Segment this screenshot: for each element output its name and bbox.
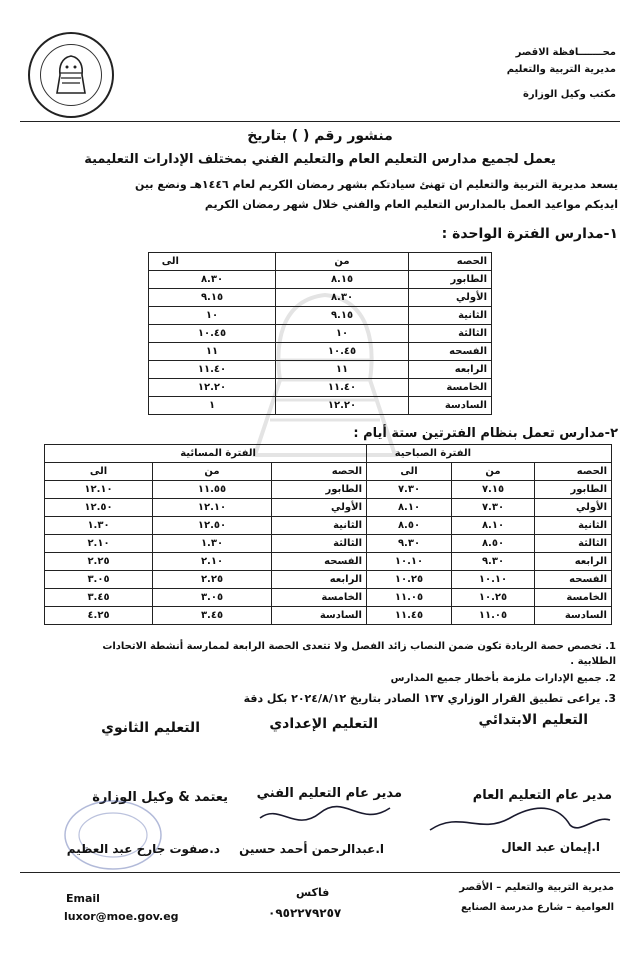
dept-primary: التعليم الابتدائي [478,712,588,728]
from-cell: ١.٣٠ [153,535,272,553]
period-cell: الثالثة [535,535,612,553]
double-shift-table [44,444,612,625]
to-cell: ١١.٤٥ [367,607,452,625]
period-cell: الطابور [272,481,367,499]
column-header: من [452,463,535,481]
period-cell: الفسحه [535,571,612,589]
footer-divider [20,872,620,873]
table-row [45,553,612,571]
office-name: مكتب وكيل الوزارة [523,89,616,100]
table-row [45,607,612,625]
to-cell: ٢.١٠ [45,535,153,553]
ministry-seal-icon [28,32,114,118]
period-cell: الرابعه [272,571,367,589]
memo-body-line-1: يسعد مديرية التربية والتعليم ان تهنئ سيادتكم بشهر رمضان الكريم لعام ١٤٤٦هـ ونضع بين [135,178,618,191]
to-cell: ١٢.١٠ [45,481,153,499]
to-cell: ١٠ [149,307,276,325]
dept-secondary: التعليم الثانوي [101,720,200,736]
table-row [149,289,492,307]
header-block [507,44,616,103]
to-cell: ١٠.٢٥ [367,571,452,589]
to-cell: ٤.٢٥ [45,607,153,625]
from-cell: ٨.٥٠ [452,535,535,553]
period-cell: الثالثة [409,325,492,343]
table-row [45,517,612,535]
to-cell: ١ [149,397,276,415]
from-cell: ٧.١٥ [452,481,535,499]
from-cell: ١٢.٥٠ [153,517,272,535]
to-cell: ١٠.٤٥ [149,325,276,343]
table-row [45,499,612,517]
table-row [149,361,492,379]
period-cell: الثانية [535,517,612,535]
period-cell: الأولي [409,289,492,307]
to-cell: ٨.٣٠ [149,271,276,289]
from-cell: ١٠.٢٥ [452,589,535,607]
morning-shift-label: الفترة الصباحية [367,445,612,463]
to-cell: ١١.٠٥ [367,589,452,607]
fax-label: فاكس [296,886,330,899]
period-cell: الطابور [409,271,492,289]
period-cell: السادسة [535,607,612,625]
footer-address-2: العوامية – شارع مدرسة الصنايع [460,902,614,913]
to-cell: ١١ [149,343,276,361]
table-row [149,325,492,343]
period-cell: الثانية [409,307,492,325]
from-cell: ١٢.١٠ [153,499,272,517]
to-cell: ٢.٢٥ [45,553,153,571]
from-cell: ٩.٣٠ [452,553,535,571]
technical-director-title: مدير عام التعليم الفني [256,786,402,801]
from-cell: ٢.١٠ [153,553,272,571]
table-header-row [149,253,492,271]
column-header: من [276,253,409,271]
dept-preparatory: التعليم الإعدادي [269,716,378,732]
footer-address-1: مديرية التربية والتعليم – الأقصر [459,882,614,893]
to-cell: ٣.٠٥ [45,571,153,589]
note-1-cont: الطلابية . [570,656,616,667]
table-row [149,307,492,325]
section1-heading: ١-مدارس الفترة الواحدة : [441,226,618,242]
general-director-title: مدير عام التعليم العام [472,788,612,803]
memo-recipients: يعمل لجميع مدارس التعليم العام والتعليم الفني بمختلف الإدارات التعليمية [84,152,556,167]
to-cell: ١.٣٠ [45,517,153,535]
column-header: الحصه [272,463,367,481]
column-header: الى [45,463,153,481]
deputy-name: د.صفوت جارح عبد العظيم [66,842,220,856]
table-row [149,397,492,415]
from-cell: ١٠.٤٥ [276,343,409,361]
from-cell: ١٠.١٠ [452,571,535,589]
deputy-title: يعتمد & وكيل الوزارة [92,790,228,805]
from-cell: ٧.٣٠ [452,499,535,517]
from-cell: ١١.٤٠ [276,379,409,397]
to-cell: ٣.٤٥ [45,589,153,607]
to-cell: ٩.١٥ [149,289,276,307]
from-cell: ٢.٢٥ [153,571,272,589]
note-2: 2. جميع الإدارات ملزمة بأخطار جميع المدارس [390,673,616,684]
period-cell: الفسحه [409,343,492,361]
to-cell: ٧.٣٠ [367,481,452,499]
section2-heading: ٢-مدارس تعمل بنظام الفترتين ستة أيام : [353,426,618,441]
evening-shift-label: الفترة المسائية [45,445,367,463]
to-cell: ١١.٤٠ [149,361,276,379]
table-header-row [45,463,612,481]
header-divider [20,121,620,122]
column-header: الى [367,463,452,481]
from-cell: ٨.١٠ [452,517,535,535]
table-row [149,343,492,361]
table-row [45,481,612,499]
signature-technical-icon [250,798,400,838]
shift-header-row [45,445,612,463]
fax-number: ٠٩٥٢٢٧٩٢٥٧ [268,906,342,920]
period-cell: الرابعه [409,361,492,379]
to-cell: ٩.٣٠ [367,535,452,553]
to-cell: ١٢.٥٠ [45,499,153,517]
from-cell: ٨.١٥ [276,271,409,289]
period-cell: الخامسة [535,589,612,607]
to-cell: ٨.١٠ [367,499,452,517]
governorate-name: محـــــــافظة الاقصر [515,47,616,58]
from-cell: ٣.٠٥ [153,589,272,607]
period-cell: الثانية [272,517,367,535]
column-header: الى [149,253,276,271]
table-row [45,589,612,607]
from-cell: ١٢.٢٠ [276,397,409,415]
period-cell: الرابعه [535,553,612,571]
table-row [45,571,612,589]
period-cell: الخامسة [409,379,492,397]
to-cell: ٨.٥٠ [367,517,452,535]
period-cell: السادسة [409,397,492,415]
from-cell: ١١.٥٥ [153,481,272,499]
from-cell: ١١.٠٥ [452,607,535,625]
from-cell: ١١ [276,361,409,379]
column-header: من [153,463,272,481]
directorate-name: مديرية التربية والتعليم [506,64,616,75]
from-cell: ٣.٤٥ [153,607,272,625]
period-cell: الأولي [535,499,612,517]
note-3: 3. يراعى تطبيق القرار الوزاري ١٣٧ الصادر بتاريخ ٢٠٢٤/٨/١٢ بكل دقة [243,692,616,705]
to-cell: ١٢.٢٠ [149,379,276,397]
table-row [149,379,492,397]
from-cell: ٩.١٥ [276,307,409,325]
official-stamp-icon [58,795,168,875]
memo-body-line-2: ايديكم مواعيد العمل بالمدارس التعليم العام والفني خلال شهر رمضان الكريم [204,198,618,211]
table-row [149,271,492,289]
column-header: الحصه [409,253,492,271]
memo-title: منشور رقم ( ) بتاريخ [247,128,393,144]
period-cell: الطابور [535,481,612,499]
period-cell: الخامسة [272,589,367,607]
table-row [45,535,612,553]
from-cell: ٨.٣٠ [276,289,409,307]
general-director-name: ا.إيمان عبد العال [501,840,600,854]
period-cell: الأولي [272,499,367,517]
signature-general-icon [420,800,620,840]
period-cell: الثالثة [272,535,367,553]
period-cell: السادسة [272,607,367,625]
from-cell: ١٠ [276,325,409,343]
note-1: 1. تخصص حصة الريادة تكون ضمن النصاب زائد الفصل ولا تتعدى الحصة الرابعة لممارسة أنشطة الاتحادات [102,641,616,652]
column-header: الحصه [535,463,612,481]
email-label: Email [66,892,100,905]
period-cell: الفسحه [272,553,367,571]
technical-director-name: ا.عبدالرحمن أحمد حسين [239,842,384,856]
to-cell: ١٠.١٠ [367,553,452,571]
email-address: luxor@moe.gov.eg [64,910,179,923]
single-shift-table [148,252,492,415]
